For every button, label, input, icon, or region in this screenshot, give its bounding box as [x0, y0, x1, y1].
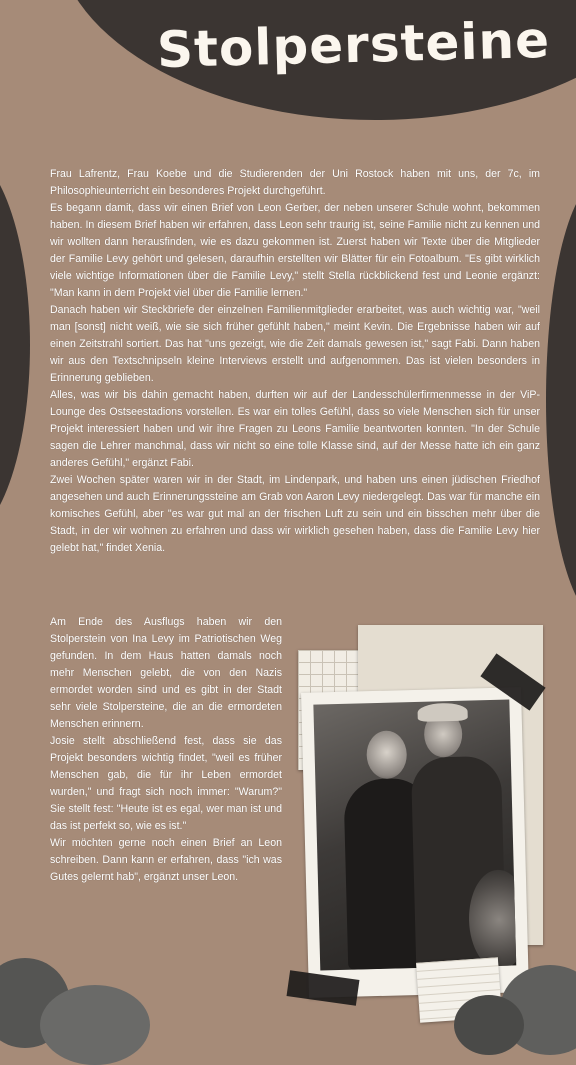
historic-photo — [313, 699, 516, 970]
article-paragraph: Alles, was wir bis dahin gemacht haben, durften wir auf der Landesschülerfirmenmesse in der ViP-Lounge des Ostseestadions vorstellen. Es war ein tolles Gefühl, dass so viele Menschen sich für unser Projekt interessiert haben und wir ihre Fragen zu Leons Familie beantworten konnten. "In der Schule sagen die Lehrer manchmal, dass wir nicht so eine tolle Klasse sind, auf der Messe hatte ich ein ganz anderes Gefühl," ergänzt Fabi. — [50, 389, 540, 469]
article-paragraph: Es begann damit, dass wir einen Brief von Leon Gerber, der neben unserer Schule wohnt, bekommen haben. In diesem Brief haben wir erfahren, dass Leon sehr traurig ist, seine Familie nicht zu kennen und wir wollten dann herausfinden, wie es dazu gekommen ist. Zuerst haben wir Texte über die Mitglieder der Familie Levy gehört und gelesen, daraufhin erstellten wir Blätter für ein Fotoalbum. "Es gibt wirklich viele wichtige Informationen über die Familie Levy," stellt Stella rückblickend fest und Leonie ergänzt: "Man kann in dem Projekt viel über die Familie lernen." — [50, 202, 540, 299]
article-paragraph: Wir möchten gerne noch einen Brief an Leon schreiben. Dann kann er erfahren, dass "ich was Gutes gelernt hab", ergänzt unser Leon. — [50, 837, 282, 883]
article-paragraph: Josie stellt abschließend fest, dass sie das Projekt besonders wichtig findet, "weil es früher Menschen gab, die für ihr Leben ermordet wurden," und fragt sich noch immer: "Warum?" Sie stellt fest: "Heute ist es egal, wer man ist und das ist perfekt so, wie es ist." — [50, 735, 282, 832]
right-dark-blob — [546, 180, 576, 620]
article-body-continued — [50, 614, 282, 886]
article-paragraph: Zwei Wochen später waren wir in der Stadt, im Lindenpark, und haben uns einen jüdischen Friedhof angesehen und auch Erinnerungssteine am Grab von Aaron Levy niedergelegt. Das war für manche ein komisches Gefühl, aber "es war gut mal an der frischen Luft zu sein und ein bisschen mehr über die Stadt, in der wir wohnen zu erfahren und dass wir wirklich gesehen haben, dass die Familie Levy hier gelebt hat," findet Xenia. — [50, 474, 540, 554]
page-title: Stolpersteine — [156, 10, 551, 80]
left-dark-blob — [0, 150, 30, 540]
photo-frame — [301, 687, 529, 998]
man-hat — [417, 703, 467, 722]
woman-head — [366, 730, 407, 779]
article-paragraph: Am Ende des Ausflugs haben wir den Stolperstein von Ina Levy im Patriotischen Weg gefunden. In dem Haus hatten damals noch mehr Menschen gelebt, die von den Nazis ermordet worden sind und es gibt in der Stadt sehr viele Stolpersteine, die an die ermordeten Menschen erinnern. — [50, 616, 282, 730]
shrub-icon — [454, 995, 524, 1055]
shrub-icon — [40, 985, 150, 1065]
article-paragraph: Danach haben wir Steckbriefe der einzelnen Familienmitglieder erarbeitet, was auch wichtig war, "weil man [sonst] nicht weiß, wie sie sich früher gefühlt haben," meint Kevin. Die Ergebnisse haben wir auf einen Zeitstrahl sortiert. Das hat "uns gezeigt, wie die Zeit damals gewesen ist," sagt Fabi. Dann haben wir aus den Textschnipseln kleine Interviews erstellt und aufgenommen. Das ist vielen besonders in Erinnerung geblieben. — [50, 304, 540, 384]
article-paragraph: Frau Lafrentz, Frau Koebe und die Studierenden der Uni Rostock haben mit uns, der 7c, im Philosophieunterricht ein besonderes Projekt durchgeführt. — [50, 168, 540, 197]
article-body — [50, 166, 540, 557]
